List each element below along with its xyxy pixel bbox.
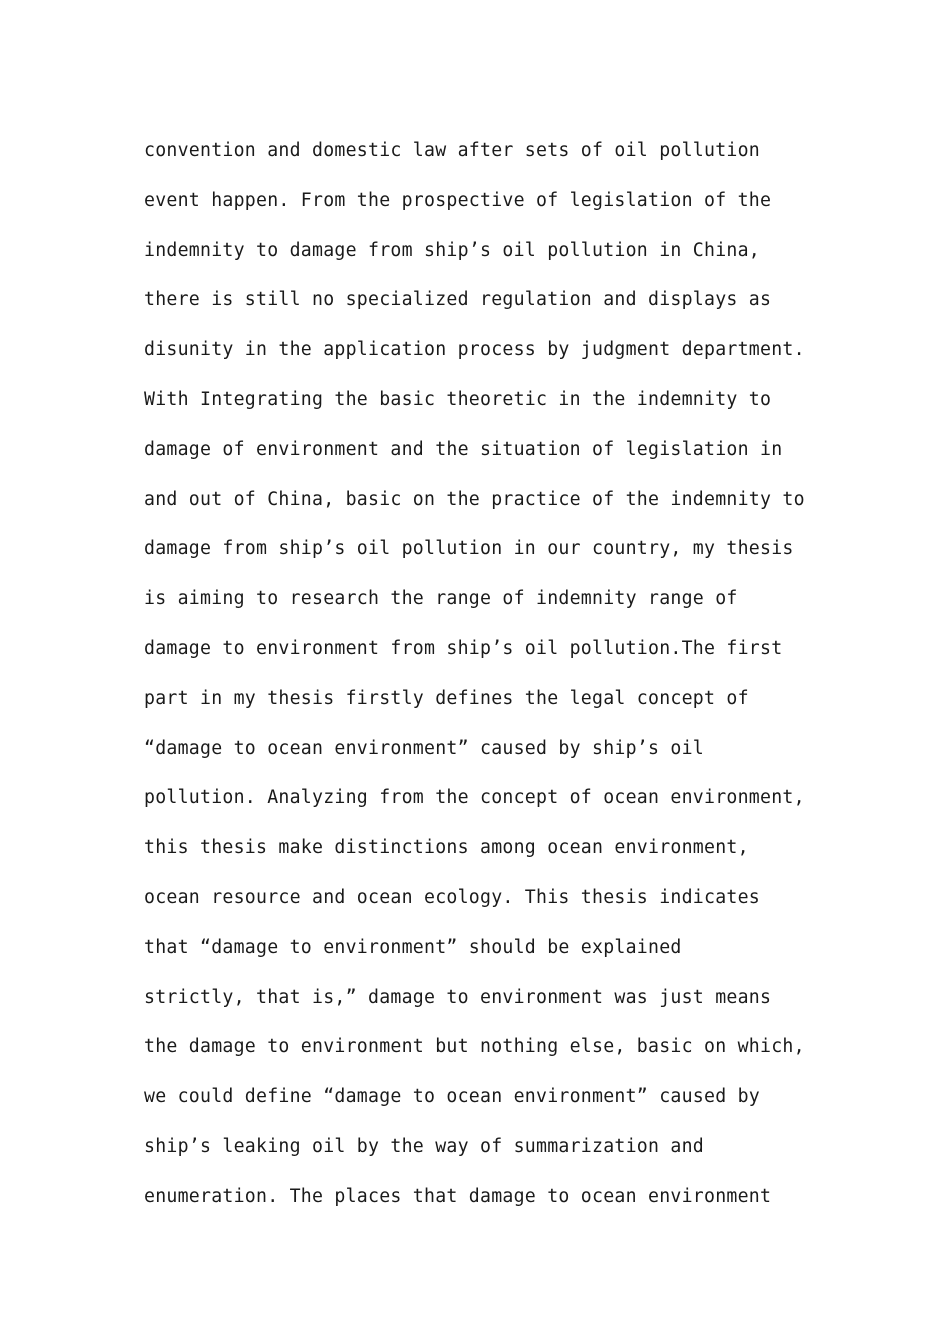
text-line: part in my thesis firstly defines the legal concept of [144, 687, 749, 709]
text-line: indemnity to damage from ship’s oil pollution in China, [144, 239, 760, 261]
text-line: damage of environment and the situation of legislation in [144, 438, 783, 460]
text-line: the damage to environment but nothing else, basic on which, [144, 1036, 805, 1058]
text-line: this thesis make distinctions among ocean environment, [144, 837, 749, 859]
text-line: is aiming to research the range of indemnity range of [144, 588, 738, 610]
text-line: convention and domestic law after sets of oil pollution [144, 140, 760, 161]
text-line: “damage to ocean environment” caused by ship’s oil [144, 737, 704, 759]
text-line: With Integrating the basic theoretic in the indemnity to [144, 388, 772, 410]
text-line: that “damage to environment” should be explained [144, 936, 682, 958]
text-line: and out of China, basic on the practice of the indemnity to [144, 488, 805, 510]
text-line: ocean resource and ocean ecology. This thesis indicates [144, 886, 760, 908]
text-line: we could define “damage to ocean environment” caused by [144, 1086, 760, 1108]
body-text [144, 126, 824, 1222]
text-line: ship’s leaking oil by the way of summarization and [144, 1135, 704, 1157]
text-line: damage to environment from ship’s oil pollution.The first [144, 637, 783, 659]
text-line: enumeration. The places that damage to ocean environment [144, 1185, 772, 1207]
text-line: strictly, that is,” damage to environment was just means [144, 986, 772, 1008]
text-line: pollution. Analyzing from the concept of ocean environment, [144, 787, 805, 809]
text-line: damage from ship’s oil pollution in our country, my thesis [144, 538, 794, 560]
text-line: there is still no specialized regulation and displays as [144, 289, 772, 311]
text-line: disunity in the application process by judgment department. [144, 339, 805, 361]
text-line: event happen. From the prospective of legislation of the [144, 189, 772, 211]
